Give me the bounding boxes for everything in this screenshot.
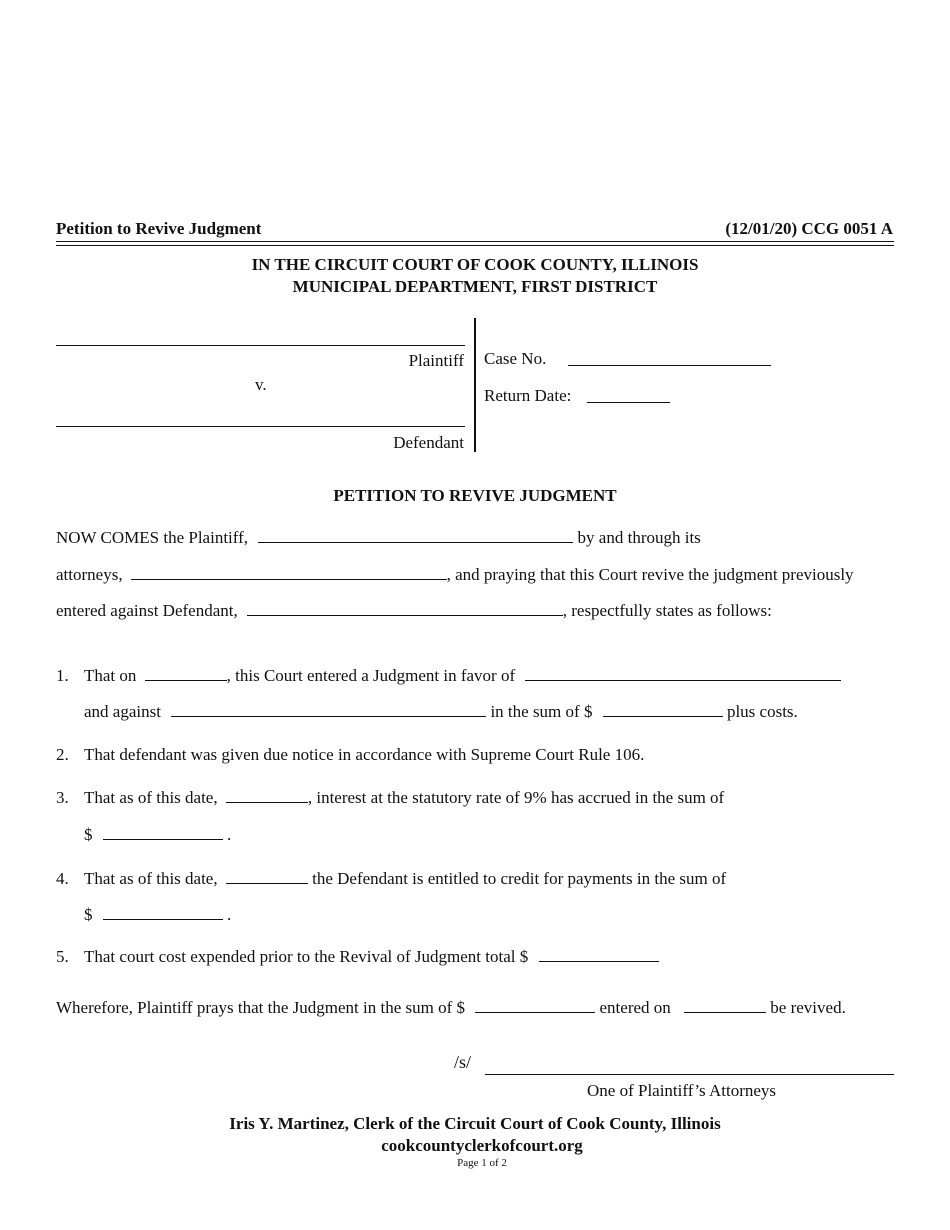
return-date-label: Return Date: — [484, 386, 572, 405]
plaintiff-field[interactable] — [258, 528, 573, 543]
court-department: MUNICIPAL DEPARTMENT, FIRST DISTRICT — [292, 277, 658, 296]
court-name: IN THE CIRCUIT COURT OF COOK COUNTY, ILLINOIS — [251, 255, 699, 274]
form-code: (12/01/20) CCG 0051 A — [725, 219, 893, 238]
item-1-line-1 — [84, 666, 841, 686]
caption-divider — [474, 318, 476, 452]
case-no-field[interactable] — [568, 365, 771, 366]
signature-caption: One of Plaintiff’s Attorneys — [587, 1081, 777, 1100]
credit-sum-field[interactable] — [103, 905, 223, 920]
item-4-text-a: That as of this date, — [84, 869, 218, 888]
item-3-line-1 — [84, 788, 724, 808]
intro-line-1 — [56, 528, 701, 548]
form-title: Petition to Revive Judgment — [56, 219, 262, 238]
header-rule-bottom — [56, 245, 894, 246]
intro-line-2 — [56, 565, 854, 585]
wherefore-text-a: Wherefore, Plaintiff prays that the Judgment in the sum of $ — [56, 998, 466, 1017]
judgment-against-field[interactable] — [171, 702, 486, 717]
versus-label: v. — [255, 375, 267, 394]
clerk-name: Iris Y. Martinez, Clerk of the Circuit Court of Cook County, Illinois — [229, 1114, 721, 1133]
interest-date-field[interactable] — [226, 788, 308, 803]
item-4-period: . — [227, 905, 232, 924]
item-4-dollar: $ — [84, 905, 93, 924]
intro-line-3 — [56, 601, 772, 621]
item-4-line-1 — [84, 869, 726, 889]
item-3-dollar: $ — [84, 825, 93, 844]
item-3-text-b: , interest at the statutory rate of 9% has accrued in the sum of — [307, 788, 725, 807]
item-5-line — [84, 947, 659, 967]
item-5-number: 5. — [56, 947, 69, 966]
wherefore-text-b: entered on — [599, 998, 671, 1017]
clerk-website: cookcountyclerkofcourt.org — [381, 1136, 583, 1155]
defendant-name-field[interactable] — [56, 426, 465, 427]
attorneys-field[interactable] — [131, 565, 447, 580]
item-4-line-2 — [84, 905, 231, 925]
item-1-line-2 — [84, 702, 798, 722]
attorneys-text: attorneys, — [56, 565, 123, 584]
header-rule-top — [56, 241, 894, 242]
item-1-text-e: plus costs. — [726, 702, 798, 721]
defendant-field[interactable] — [247, 601, 563, 616]
plaintiff-label: Plaintiff — [408, 351, 464, 370]
judgment-sum-field[interactable] — [603, 702, 723, 717]
item-1-text-a: That on — [84, 666, 137, 685]
plaintiff-name-field[interactable] — [56, 345, 465, 346]
signature-mark: /s/ — [454, 1052, 472, 1072]
signature-field[interactable] — [485, 1074, 894, 1075]
item-4-text-b: the Defendant is entitled to credit for payments in the sum of — [312, 869, 727, 888]
item-2-text: That defendant was given due notice in accordance with Supreme Court Rule 106. — [84, 745, 645, 764]
revive-date-field[interactable] — [684, 998, 766, 1013]
item-1-text-d: in the sum of $ — [490, 702, 593, 721]
item-3-period: . — [227, 825, 232, 844]
entered-against-text: entered against Defendant, — [56, 601, 238, 620]
item-1-number: 1. — [56, 666, 69, 685]
court-cost-field[interactable] — [539, 947, 659, 962]
judgment-favor-field[interactable] — [525, 666, 841, 681]
judgment-date-field[interactable] — [145, 666, 227, 681]
page-number: Page 1 of 2 — [457, 1157, 507, 1169]
revive-sum-field[interactable] — [475, 998, 595, 1013]
item-1-text-b: , this Court entered a Judgment in favor of — [226, 666, 516, 685]
respectfully-text: , respectfully states as follows: — [562, 601, 772, 620]
item-3-line-2 — [84, 825, 231, 845]
item-4-number: 4. — [56, 869, 69, 888]
item-5-text: That court cost expended prior to the Revival of Judgment total $ — [84, 947, 529, 966]
interest-sum-field[interactable] — [103, 825, 223, 840]
item-1-text-c: and against — [84, 702, 161, 721]
case-no-label: Case No. — [484, 349, 547, 368]
wherefore-text-c: be revived. — [770, 998, 846, 1017]
document-title: PETITION TO REVIVE JUDGMENT — [333, 486, 617, 505]
item-3-text-a: That as of this date, — [84, 788, 218, 807]
item-3-number: 3. — [56, 788, 69, 807]
wherefore-line — [56, 998, 846, 1018]
item-2-number: 2. — [56, 745, 69, 764]
credit-date-field[interactable] — [226, 869, 308, 884]
defendant-label: Defendant — [393, 433, 464, 452]
praying-text: , and praying that this Court revive the judgment previously — [446, 565, 854, 584]
now-comes-text: NOW COMES the Plaintiff, — [56, 528, 249, 547]
by-through-text: by and through its — [577, 528, 701, 547]
return-date-field[interactable] — [587, 402, 670, 403]
